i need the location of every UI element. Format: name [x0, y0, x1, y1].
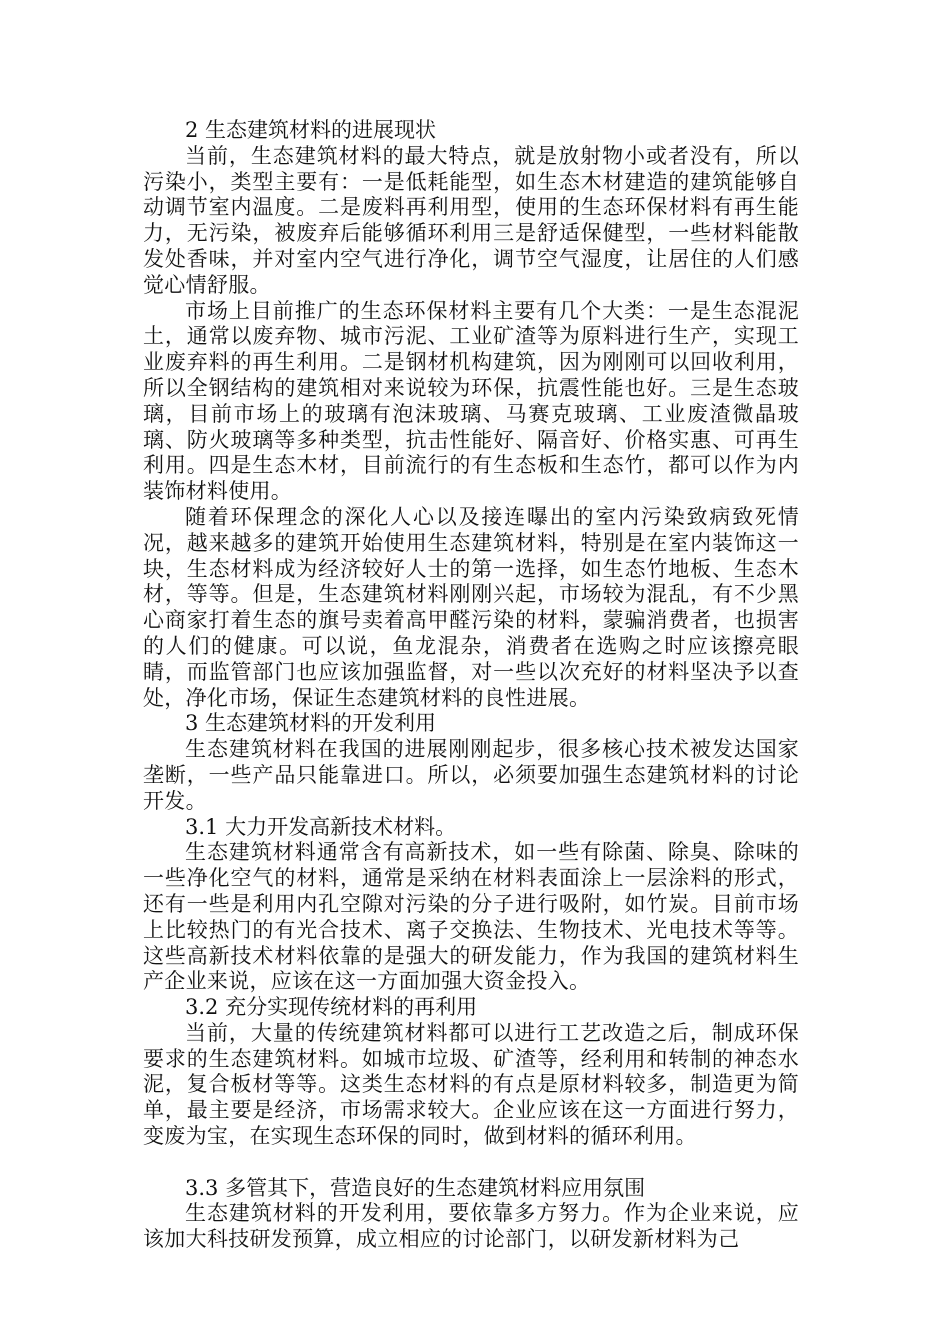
blank-line	[143, 1150, 799, 1176]
paragraph: 当前，大量的传统建筑材料都可以进行工艺改造之后，制成环保要求的生态建筑材料。如城市垃圾、矿渣等，经利用和转制的神态水泥，复合板材等等。这类生态材料的有点是原材料较多，制造更为简单，最主要是经济，市场需求较大。企业应该在这一方面进行努力，变废为宝，在实现生态环保的同时，做到材料的循环利用。	[143, 1020, 799, 1149]
paragraph: 市场上目前推广的生态环保材料主要有几个大类：一是生态混泥土，通常以废弃物、城市污泥、工业矿渣等为原料进行生产，实现工业废弃料的再生利用。二是钢材机构建筑，因为刚刚可以回收利用，所以全钢结构的建筑相对来说较为环保，抗震性能也好。三是生态玻璃，目前市场上的玻璃有泡沫玻璃、马赛克玻璃、工业废渣微晶玻璃、防火玻璃等多种类型，抗击性能好、隔音好、价格实惠、可再生利用。四是生态木材，目前流行的有生态板和生态竹，都可以作为内装饰材料使用。	[143, 298, 799, 504]
subsection-heading: 3.1 大力开发高新技术材料。	[185, 814, 457, 839]
paragraph: 当前，生态建筑材料的最大特点，就是放射物小或者没有，所以污染小，类型主要有：一是低耗能型，如生态木材建造的建筑能够自动调节室内温度。二是废料再利用型，使用的生态环保材料有再生能力，无污染，被废弃后能够循环利用三是舒适保健型，一些材料能散发处香味，并对室内空气进行净化，调节空气湿度，让居住的人们感觉心情舒服。	[143, 143, 799, 297]
paragraph: 生态建筑材料的开发利用，要依靠多方努力。作为企业来说，应该加大科技研发预算，成立相应的讨论部门，以研发新材料为己	[143, 1201, 799, 1252]
paragraph: 生态建筑材料通常含有高新技术，如一些有除菌、除臭、除味的一些净化空气的材料，通常是采纳在材料表面涂上一层涂料的形式，还有一些是利用内孔空隙对污染的分子进行吸附，如竹炭。目前市场上比较热门的有光合技术、离子交换法、生物技术、光电技术等等。这些高新技术材料依靠的是强大的研发能力，作为我国的建筑材料生产企业来说，应该在这一方面加强大资金投入。	[143, 840, 799, 994]
paragraph: 随着环保理念的深化人心以及接连曝出的室内污染致病致死情况，越来越多的建筑开始使用生态建筑材料，特别是在室内装饰这一块，生态材料成为经济较好人士的第一选择，如生态竹地板、生态木材，等等。但是，生态建筑材料刚刚兴起，市场较为混乱，有不少黑心商家打着生态的旗号卖着高甲醛污染的材料，蒙骗消费者，也损害的人们的健康。可以说，鱼龙混杂，消费者在选购之时应该擦亮眼睛，而监管部门也应该加强监督，对一些以次充好的材料坚决予以查处，净化市场，保证生态建筑材料的良性进展。	[143, 504, 799, 710]
document-body	[143, 118, 799, 1253]
section-heading: 3 生态建筑材料的开发利用	[185, 711, 437, 736]
paragraph: 生态建筑材料在我国的进展刚刚起步，很多核心技术被发达国家垄断，一些产品只能靠进口。所以，必须要加强生态建筑材料的讨论开发。	[143, 737, 799, 813]
subsection-heading: 3.2 充分实现传统材料的再利用	[185, 995, 478, 1020]
subsection-heading: 3.3 多管其下，营造良好的生态建筑材料应用氛围	[185, 1175, 646, 1200]
section-heading: 2 生态建筑材料的进展现状	[185, 118, 437, 142]
